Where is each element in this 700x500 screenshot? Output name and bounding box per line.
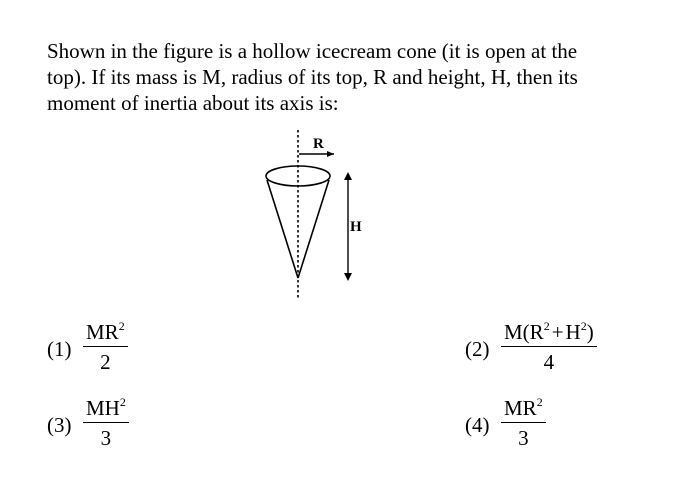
option-3-numerator <box>83 396 129 420</box>
option-2-numerator-post: ) <box>586 320 594 344</box>
option-3-fraction <box>83 396 129 450</box>
height-arrow-head-top <box>344 172 352 180</box>
option-4-numerator-exponent: 2 <box>536 395 543 409</box>
option-1-numerator-base: MR <box>86 320 119 344</box>
option-2-denominator: 4 <box>543 350 555 374</box>
cone-right-side <box>298 180 329 278</box>
option-2-fraction <box>501 320 597 374</box>
option-3-number: (3) <box>47 413 72 437</box>
cone-figure <box>250 128 380 308</box>
option-1-number: (1) <box>47 337 72 361</box>
option-2-number: (2) <box>465 337 490 361</box>
option-1-numerator-exponent: 2 <box>118 319 125 333</box>
question-line-3: moment of inertia about its axis is: <box>47 91 339 115</box>
height-arrow-head-bottom <box>344 273 352 281</box>
option-4-numerator-base: MR <box>504 396 537 420</box>
option-4-denominator: 3 <box>518 426 529 450</box>
option-4-fraction-bar <box>501 422 546 423</box>
option-4-number: (4) <box>465 413 490 437</box>
option-3[interactable] <box>47 396 167 458</box>
option-1-fraction <box>83 320 128 374</box>
option-3-numerator-base: MH <box>86 396 120 420</box>
option-2-numerator <box>501 320 597 344</box>
option-4-numerator <box>501 396 546 420</box>
option-2-numerator-plus: + <box>551 320 564 344</box>
option-1-numerator <box>83 320 128 344</box>
option-4[interactable] <box>465 396 585 458</box>
radius-label: R <box>313 136 324 152</box>
option-3-numerator-exponent: 2 <box>119 395 126 409</box>
option-4-fraction <box>501 396 546 450</box>
option-1[interactable] <box>47 320 167 382</box>
question-line-1: Shown in the figure is a hollow icecream cone (it is open at the <box>47 39 578 63</box>
option-2-numerator-mid: H <box>565 320 581 344</box>
radius-arrow-head <box>327 151 334 157</box>
option-1-fraction-bar <box>83 346 128 347</box>
height-label: H <box>350 219 362 235</box>
option-2[interactable] <box>465 320 665 382</box>
option-2-numerator-pre: M(R <box>504 320 544 344</box>
question-line-2: top). If its mass is M, radius of its top, R and height, H, then its <box>47 65 578 89</box>
option-2-numerator-exponent-1: 2 <box>543 319 550 333</box>
option-3-fraction-bar <box>83 422 129 423</box>
option-3-denominator: 3 <box>100 426 112 450</box>
option-1-denominator: 2 <box>100 350 111 374</box>
question-text <box>47 38 657 116</box>
option-2-fraction-bar <box>501 346 597 347</box>
cone-diagram <box>250 128 380 308</box>
option-2-numerator-exponent-2: 2 <box>580 319 587 333</box>
cone-left-side <box>267 180 298 278</box>
